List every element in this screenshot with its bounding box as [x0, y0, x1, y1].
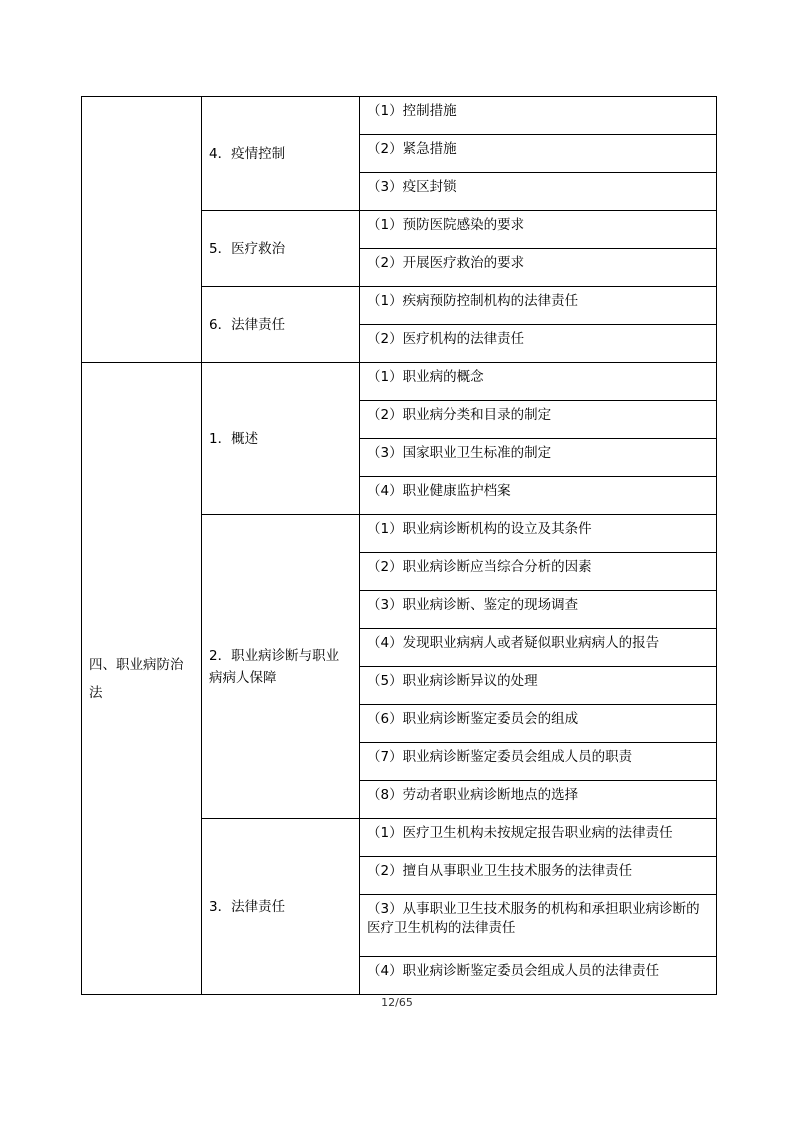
item-cell: （3）疫区封锁 [360, 173, 717, 211]
item-cell: （6）职业病诊断鉴定委员会的组成 [360, 705, 717, 743]
item-cell: （2）开展医疗救治的要求 [360, 249, 717, 287]
item-cell: （3）从事职业卫生技术服务的机构和承担职业病诊断的医疗卫生机构的法律责任 [360, 895, 717, 957]
topic-cell: 4．疫情控制 [202, 97, 360, 211]
item-cell: （8）劳动者职业病诊断地点的选择 [360, 781, 717, 819]
topic-cell: 5．医疗救治 [202, 211, 360, 287]
item-cell: （1）疾病预防控制机构的法律责任 [360, 287, 717, 325]
item-cell: （1）控制措施 [360, 97, 717, 135]
topic-cell: 1．概述 [202, 363, 360, 515]
syllabus-table [81, 96, 717, 995]
table-row [82, 97, 717, 135]
item-cell: （2）擅自从事职业卫生技术服务的法律责任 [360, 857, 717, 895]
section-title-cell [82, 97, 202, 363]
item-cell: （3）国家职业卫生标准的制定 [360, 439, 717, 477]
item-cell: （2）职业病分类和目录的制定 [360, 401, 717, 439]
page-number: 12/65 [381, 996, 413, 1009]
item-cell: （2）紧急措施 [360, 135, 717, 173]
item-cell: （7）职业病诊断鉴定委员会组成人员的职责 [360, 743, 717, 781]
table-row [82, 363, 717, 401]
section-title-cell: 四、职业病防治法 [82, 363, 202, 995]
item-cell: （4）发现职业病病人或者疑似职业病病人的报告 [360, 629, 717, 667]
item-cell: （1）预防医院感染的要求 [360, 211, 717, 249]
item-cell: （2）医疗机构的法律责任 [360, 325, 717, 363]
item-cell: （4）职业病诊断鉴定委员会组成人员的法律责任 [360, 957, 717, 995]
topic-cell: 3．法律责任 [202, 819, 360, 995]
item-cell: （4）职业健康监护档案 [360, 477, 717, 515]
item-cell: （1）职业病诊断机构的设立及其条件 [360, 515, 717, 553]
topic-cell: 2．职业病诊断与职业病病人保障 [202, 515, 360, 819]
topic-cell: 6．法律责任 [202, 287, 360, 363]
item-cell: （1）职业病的概念 [360, 363, 717, 401]
item-cell: （3）职业病诊断、鉴定的现场调查 [360, 591, 717, 629]
item-cell: （1）医疗卫生机构未按规定报告职业病的法律责任 [360, 819, 717, 857]
item-cell: （2）职业病诊断应当综合分析的因素 [360, 553, 717, 591]
item-cell: （5）职业病诊断异议的处理 [360, 667, 717, 705]
